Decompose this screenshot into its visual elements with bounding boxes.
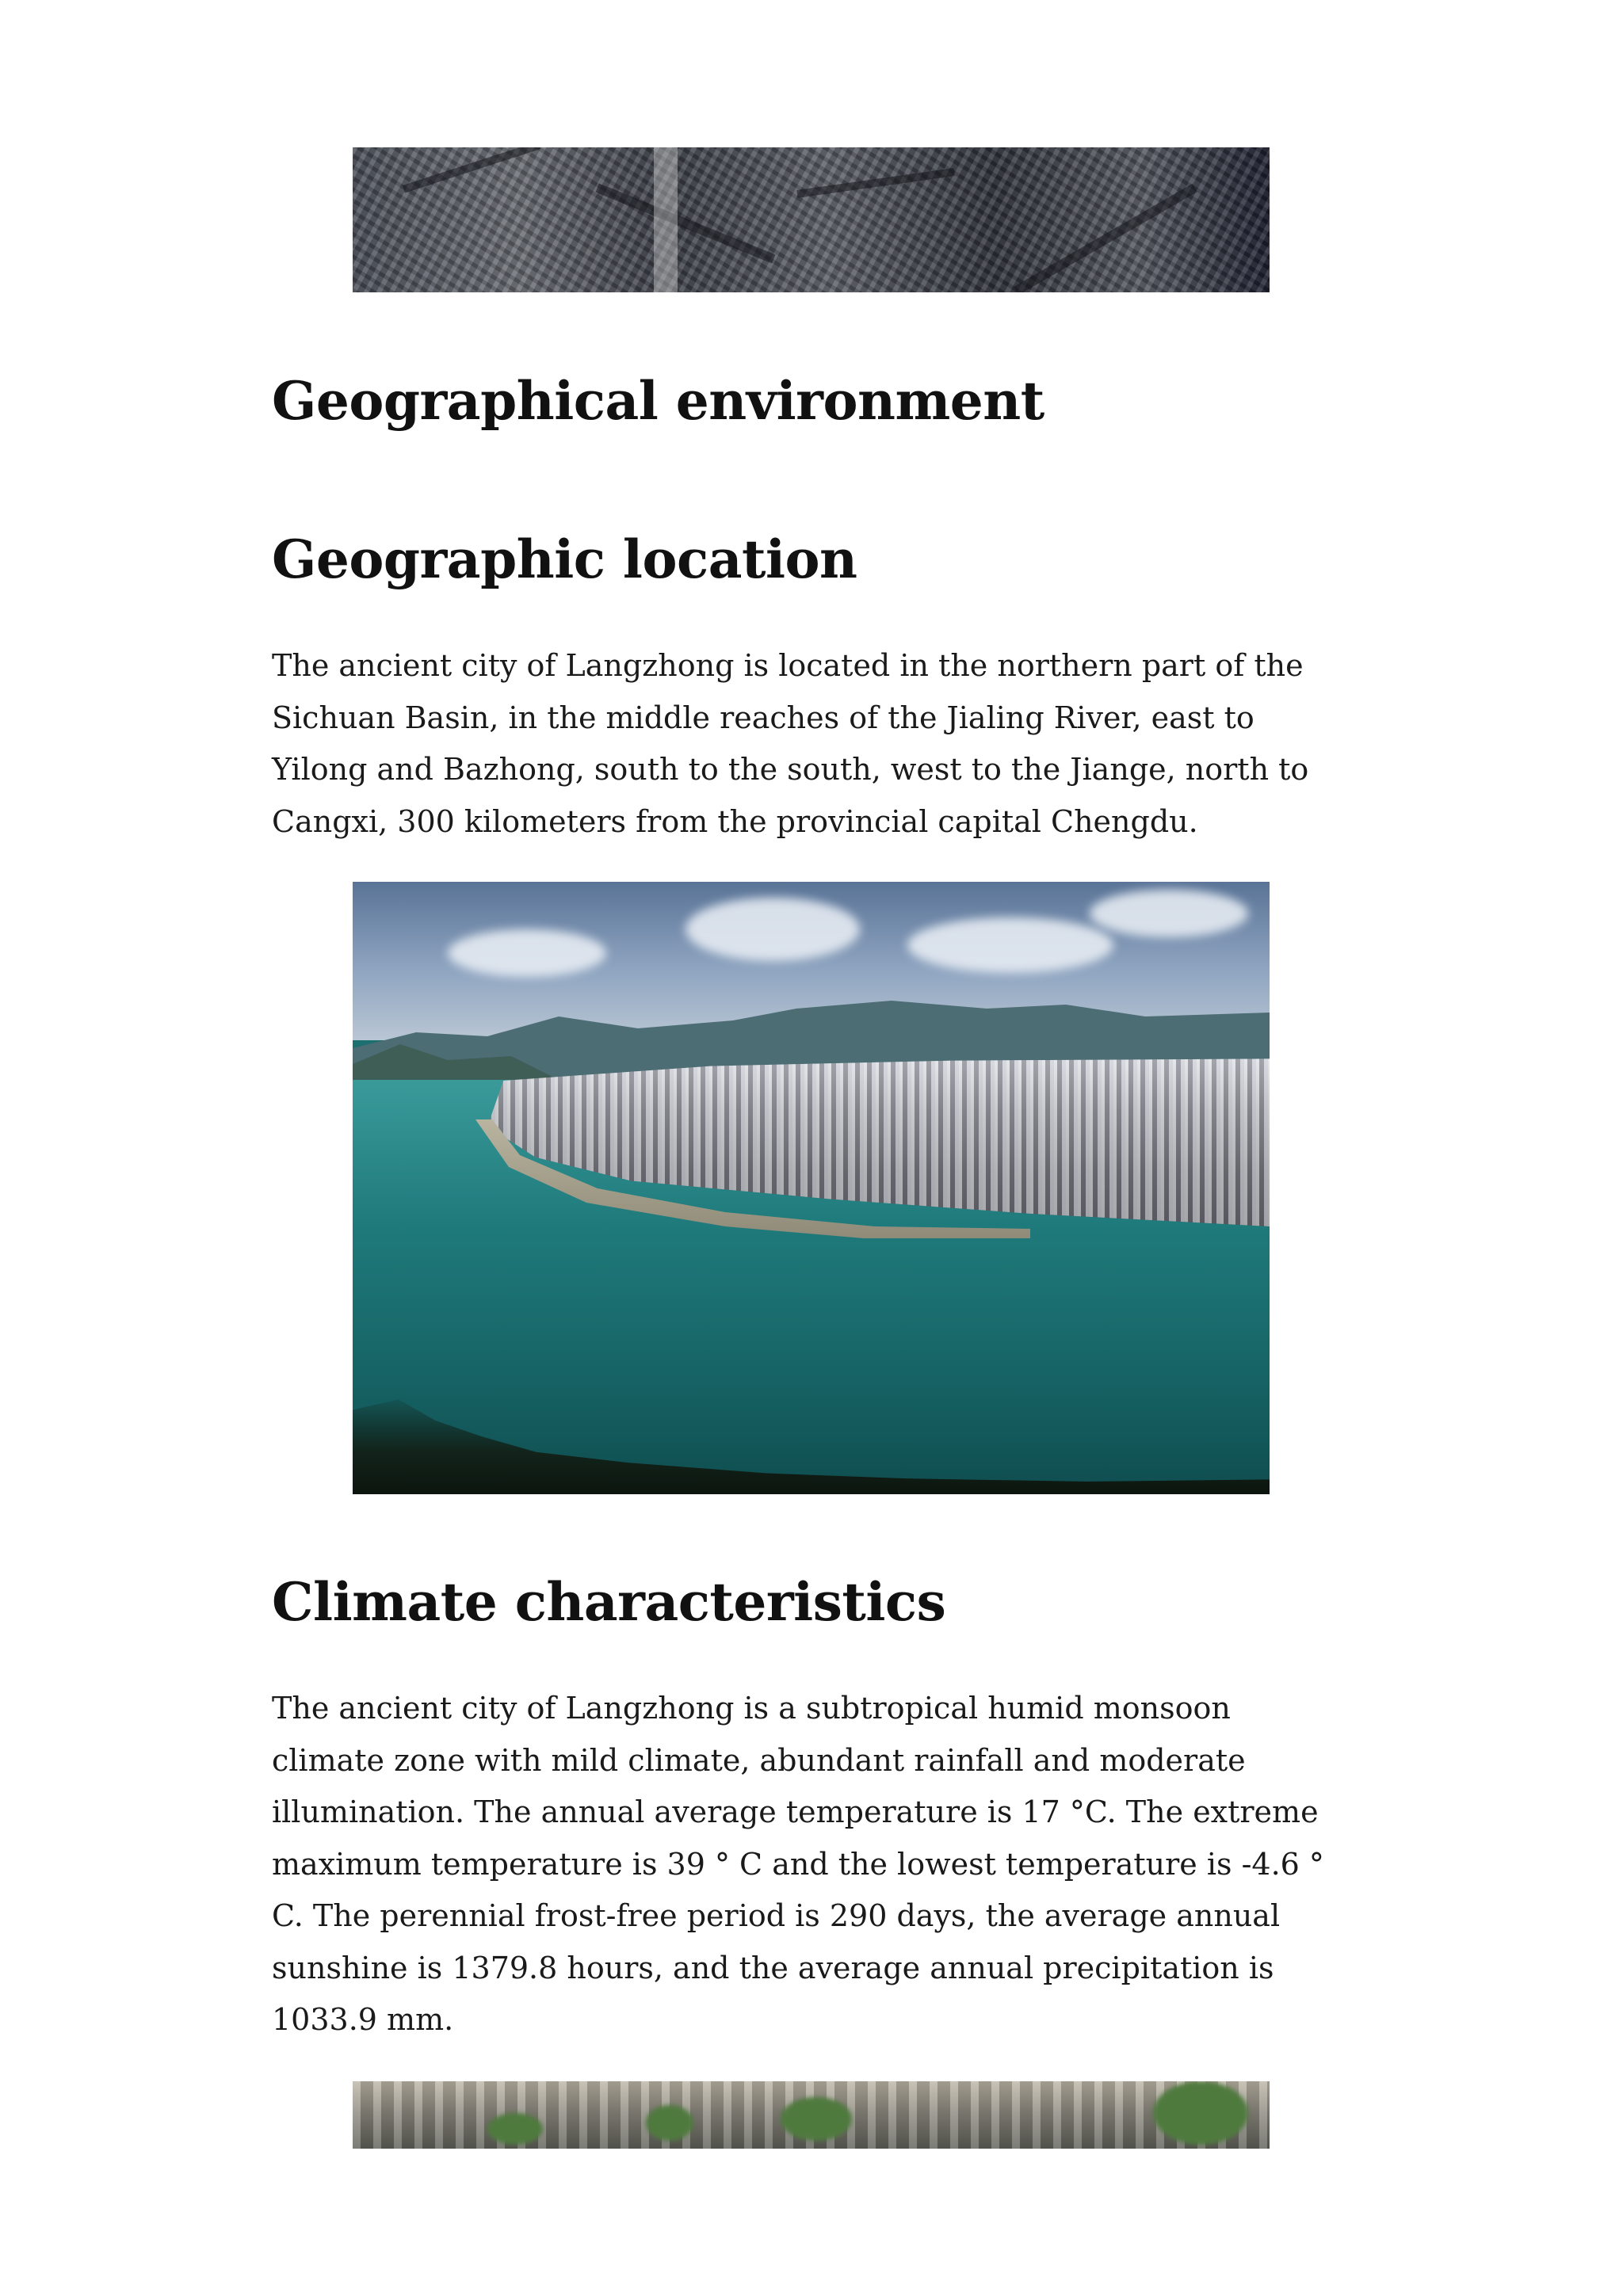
river-city-photo	[353, 882, 1270, 1494]
section-title: Geographical environment	[272, 370, 1044, 432]
subsection-title-location: Geographic location	[272, 528, 857, 590]
old-town-photo	[353, 2081, 1270, 2149]
subsection-title-climate: Climate characteristics	[272, 1571, 946, 1633]
rooftops-photo	[353, 147, 1270, 292]
location-paragraph: The ancient city of Langzhong is located in the northern part of the Sichuan Basin, in the middle reaches of the Jialing River, east to Yilong and Bazhong, south to the south, west to the Jiange, north to Cangxi, 300 kilometers from the provincial capital Chengdu.	[272, 648, 1309, 839]
climate-paragraph: The ancient city of Langzhong is a subtropical humid monsoon climate zone with mild climate, abundant rainfall and moderate illumination. The annual average temperature is 17 °C. The extreme maximum temperature is 39 ° C and the lowest temperature is -4.6 ° C. The perennial frost-free period is 290 days, the average annual sunshine is 1379.8 hours, and the average annual precipitation is 1033.9 mm.	[272, 1691, 1324, 2037]
